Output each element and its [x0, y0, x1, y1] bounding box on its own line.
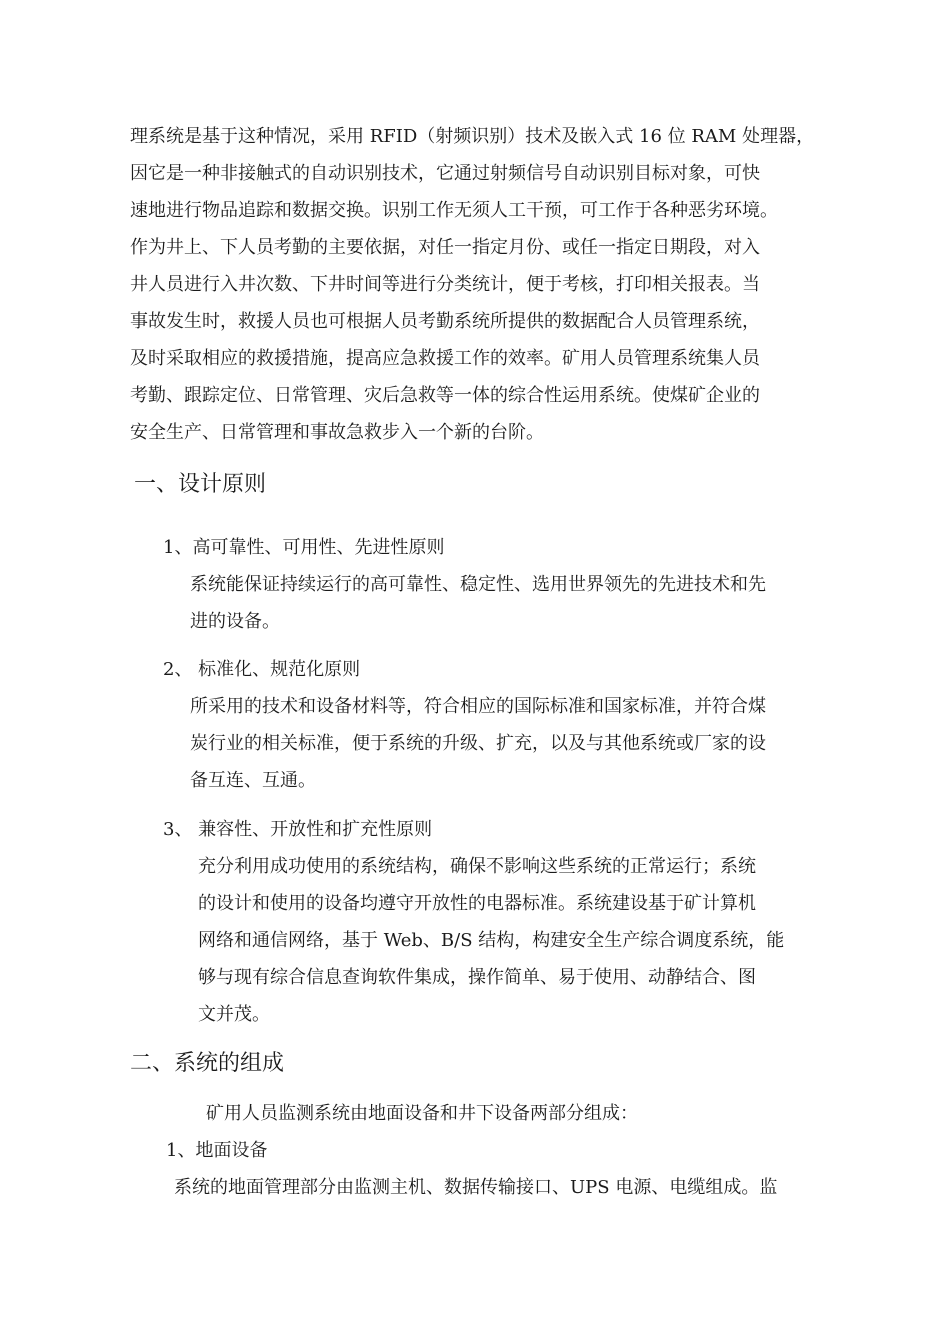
composition-intro: 矿用人员监测系统由地面设备和井下设备两部分组成：	[206, 1103, 638, 1124]
intro-line-3: 速地进行物品追踪和数据交换。识别工作无须人工干预，可工作于各种恶劣环境。	[130, 200, 778, 221]
principle-1-line-2: 进的设备。	[190, 611, 280, 632]
ground-equipment-line-1: 系统的地面管理部分由监测主机、数据传输接口、UPS 电源、电缆组成。监	[174, 1177, 778, 1198]
ground-equipment-title: 1、地面设备	[166, 1140, 268, 1161]
principle-2-title: 2、 标准化、规范化原则	[163, 659, 361, 680]
intro-line-6: 事故发生时，救援人员也可根据人员考勤系统所提供的数据配合人员管理系统，	[130, 311, 760, 332]
principle-2-line-2: 炭行业的相关标准，便于系统的升级、扩充，以及与其他系统或厂家的设	[190, 733, 766, 754]
principle-3-line-1: 充分利用成功使用的系统结构，确保不影响这些系统的正常运行；系统	[198, 856, 756, 877]
intro-line-7: 及时采取相应的救援措施，提高应急救援工作的效率。矿用人员管理系统集人员	[130, 348, 760, 369]
intro-line-5: 井人员进行入井次数、下井时间等进行分类统计，便于考核，打印相关报表。当	[130, 274, 760, 295]
section-heading-design-principles: 一、设计原则	[134, 472, 267, 497]
section-heading-system-composition: 二、系统的组成	[130, 1051, 285, 1076]
intro-line-9: 安全生产、日常管理和事故急救步入一个新的台阶。	[130, 422, 544, 443]
intro-line-1: 理系统是基于这种情况，采用 RFID（射频识别）技术及嵌入式 16 位 RAM 处理器，	[130, 126, 815, 147]
principle-1-title: 1、高可靠性、可用性、先进性原则	[163, 537, 445, 558]
principle-3-line-2: 的设计和使用的设备均遵守开放性的电器标准。系统建设基于矿计算机	[198, 893, 756, 914]
principle-3-line-3: 网络和通信网络，基于 Web、B/S 结构，构建安全生产综合调度系统，能	[198, 930, 785, 951]
intro-line-4: 作为井上、下人员考勤的主要依据，对任一指定月份、或任一指定日期段，对入	[130, 237, 760, 258]
principle-2-line-3: 备互连、互通。	[190, 770, 316, 791]
principle-3-line-4: 够与现有综合信息查询软件集成，操作简单、易于使用、动静结合、图	[198, 967, 756, 988]
intro-line-8: 考勤、跟踪定位、日常管理、灾后急救等一体的综合性运用系统。使煤矿企业的	[130, 385, 760, 406]
principle-2-line-1: 所采用的技术和设备材料等，符合相应的国际标准和国家标准，并符合煤	[190, 696, 766, 717]
principle-3-line-5: 文并茂。	[198, 1004, 270, 1025]
principle-3-title: 3、 兼容性、开放性和扩充性原则	[163, 819, 433, 840]
principle-1-line-1: 系统能保证持续运行的高可靠性、稳定性、选用世界领先的先进技术和先	[190, 574, 766, 595]
intro-line-2: 因它是一种非接触式的自动识别技术，它通过射频信号自动识别目标对象，可快	[130, 163, 760, 184]
